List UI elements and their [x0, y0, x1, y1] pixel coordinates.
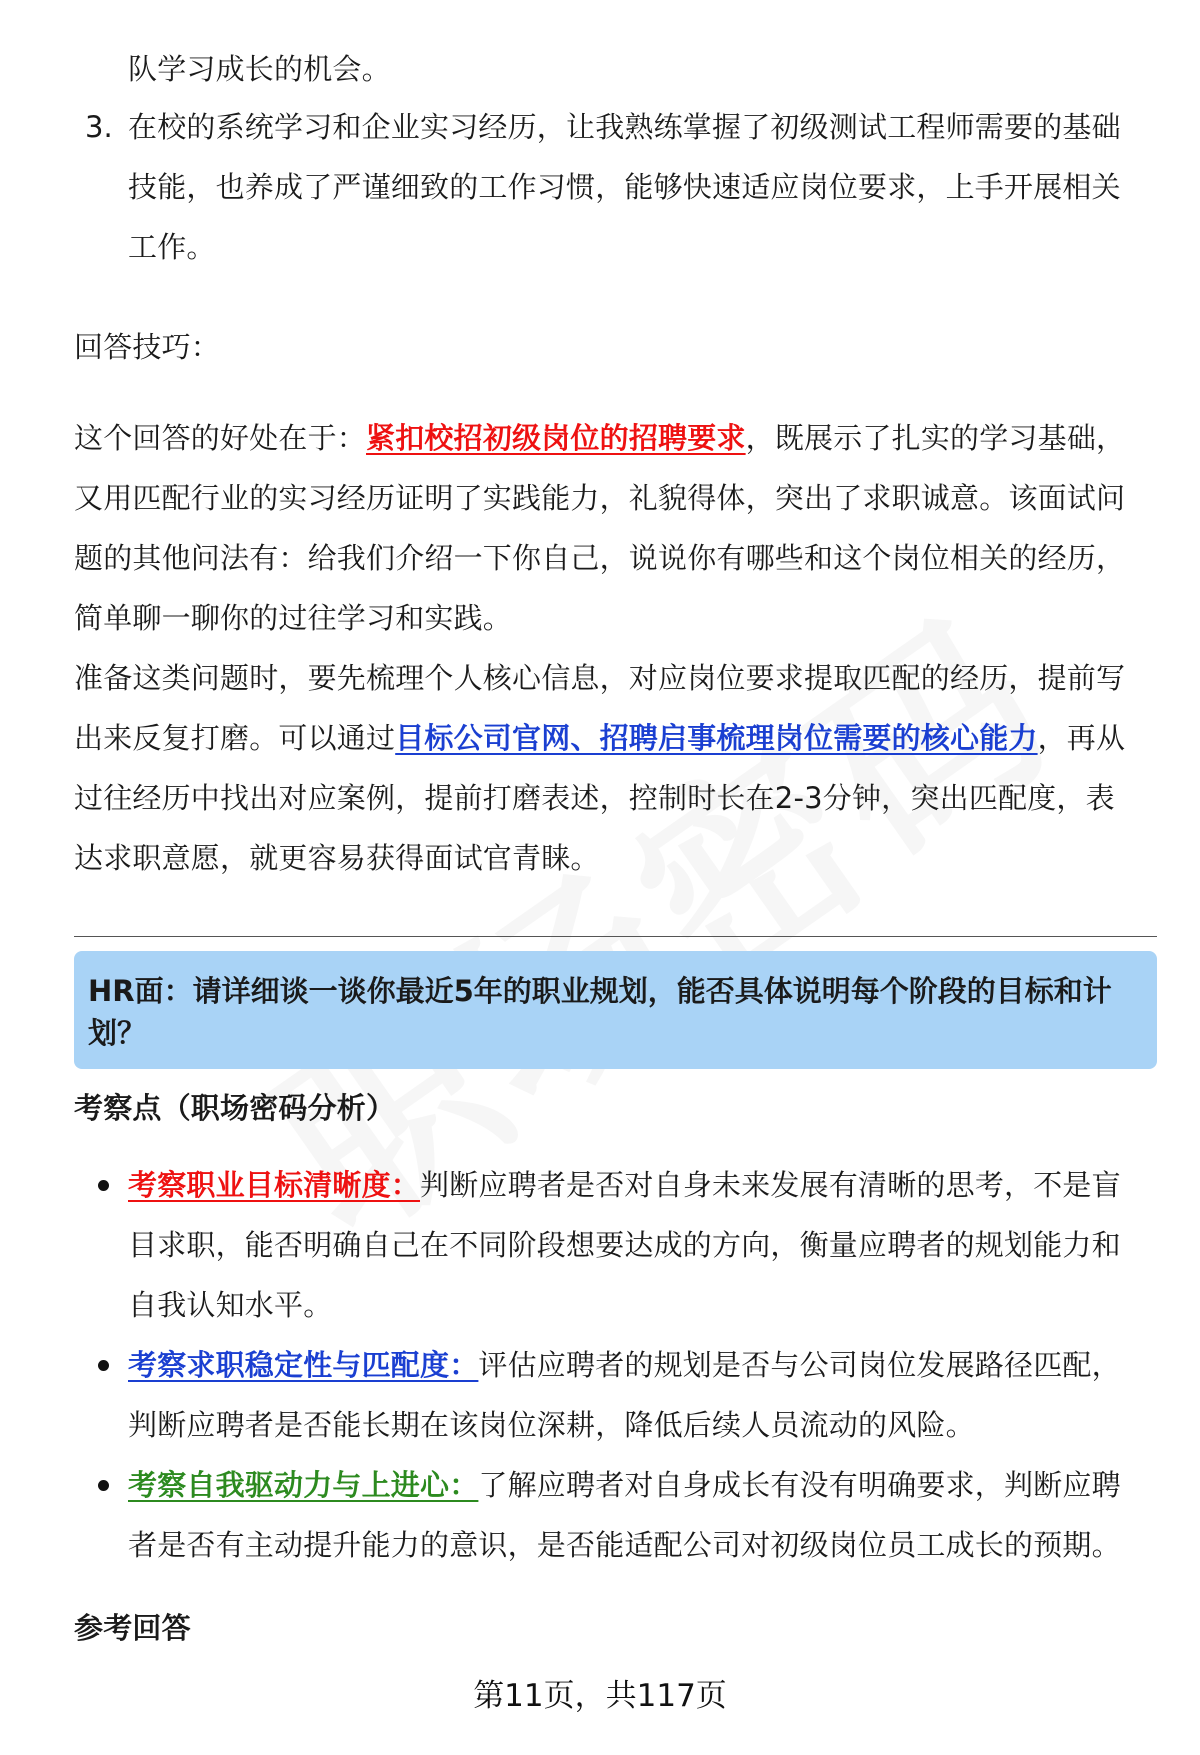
- tips-paragraph-2-line-1: 准备这类问题时，要先梳理个人核心信息，对应岗位要求提取匹配的经历，提前写: [74, 661, 1126, 695]
- tips-p2-highlight: 目标公司官网、招聘启事梳理岗位需要的核心能力: [395, 721, 1038, 755]
- tips-heading: 回答技巧：: [74, 330, 221, 364]
- section-divider: [74, 936, 1157, 937]
- page-footer: 第11页，共117页: [473, 1678, 727, 1714]
- analysis-item-1-text: 判断应聘者是否对自身未来发展有清晰的思考，不是盲: [420, 1168, 1121, 1202]
- tips-paragraph-2-line-2: [74, 718, 1125, 758]
- intro-tail-text: 队学习成长的机会。: [128, 52, 391, 86]
- analysis-item-2-label: 考察求职稳定性与匹配度：: [128, 1348, 479, 1382]
- analysis-item-1-line-1: [128, 1165, 1121, 1205]
- tips-p2-prefix: 出来反复打磨。可以通过: [74, 721, 396, 755]
- analysis-item-2-text: 评估应聘者的规划是否与公司岗位发展路径匹配，: [478, 1348, 1121, 1382]
- tips-paragraph-1-line-3: 题的其他问法有：给我们介绍一下你自己，说说你有哪些和这个岗位相关的经历，: [74, 541, 1126, 575]
- question-line-2: 划？: [88, 1016, 147, 1050]
- bullet-dot-3: [98, 1480, 109, 1491]
- tips-p1-suffix: ，既展示了扎实的学习基础，: [745, 421, 1126, 455]
- reference-answer-heading: 参考回答: [74, 1611, 191, 1645]
- analysis-item-1-label: 考察职业目标清晰度：: [128, 1168, 421, 1202]
- analysis-heading: 考察点（职场密码分析）: [74, 1091, 396, 1125]
- tips-paragraph-2-line-4: 达求职意愿，就更容易获得面试官青睐。: [74, 841, 600, 875]
- analysis-item-1-line-2: 目求职，能否明确自己在不同阶段想要达成的方向，衡量应聘者的规划能力和: [128, 1228, 1121, 1262]
- bullet-dot-1: [98, 1180, 109, 1191]
- tips-paragraph-1-line-1: [74, 418, 1125, 458]
- analysis-item-2-line-2: 判断应聘者是否能长期在该岗位深耕，降低后续人员流动的风险。: [128, 1408, 975, 1442]
- tips-paragraph-1-line-2: 又用匹配行业的实习经历证明了实践能力，礼貌得体，突出了求职诚意。该面试问: [74, 481, 1126, 515]
- question-line-1: HR面：请详细谈一谈你最近5年的职业规划，能否具体说明每个阶段的目标和计: [88, 974, 1112, 1008]
- analysis-item-3-text: 了解应聘者对自身成长有没有明确要求，判断应聘: [478, 1468, 1121, 1502]
- tips-paragraph-2-line-3: 过往经历中找出对应案例，提前打磨表述，控制时长在2-3分钟，突出匹配度，表: [74, 781, 1115, 815]
- analysis-item-1-line-3: 自我认知水平。: [128, 1288, 333, 1322]
- analysis-item-3-label: 考察自我驱动力与上进心：: [128, 1468, 479, 1502]
- bullet-dot-2: [98, 1360, 109, 1371]
- list-item-3-line-3: 工作。: [128, 230, 216, 264]
- tips-p2-suffix: ，再从: [1037, 721, 1126, 755]
- tips-p1-prefix: 这个回答的好处在于：: [74, 421, 367, 455]
- analysis-item-3-line-2: 者是否有主动提升能力的意识，是否能适配公司对初级岗位员工成长的预期。: [128, 1528, 1121, 1562]
- list-item-3-line-1: 在校的系统学习和企业实习经历，让我熟练掌握了初级测试工程师需要的基础: [128, 110, 1121, 144]
- tips-paragraph-1-line-4: 简单聊一聊你的过往学习和实践。: [74, 601, 513, 635]
- analysis-item-2-line-1: [128, 1345, 1121, 1385]
- analysis-item-3-line-1: [128, 1465, 1121, 1505]
- list-number-3: 3.: [85, 110, 113, 144]
- list-item-3-line-2: 技能，也养成了严谨细致的工作习惯，能够快速适应岗位要求，上手开展相关: [128, 170, 1121, 204]
- tips-p1-highlight: 紧扣校招初级岗位的招聘要求: [366, 421, 746, 455]
